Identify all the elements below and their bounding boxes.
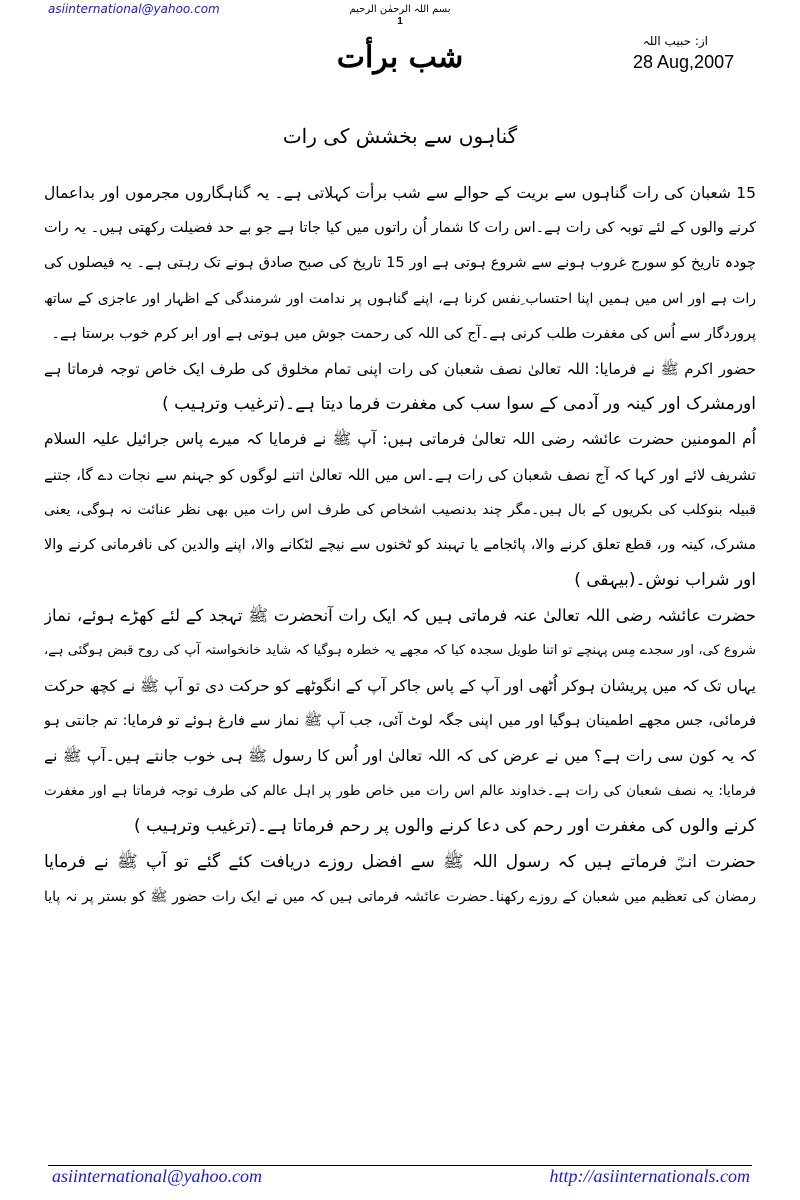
footer-website-link[interactable]: http://asiinternationals.com (549, 1166, 750, 1186)
page-title: شب برأت (336, 40, 464, 75)
body-line: مشرک، کینہ ور، قطع تعلق کرنے والا، پائجامے یا تہبند کو ٹخنوں سے نیچے لٹکانے والا، اپنے والدین کی نافرمانی کرنے والا (44, 536, 756, 553)
body-line: حضرت عائشہ رضی اللہ تعالیٰ عنہ فرماتی ہیں کہ ایک رات آنحضرت ﷺ تہجد کے لئے کھڑے ہوئے، نماز (44, 606, 756, 626)
footer-email-link[interactable]: asiinternational@yahoo.com (52, 1166, 263, 1186)
body-line: اورمشرک اور کینہ ور آدمی کے سوا سب کی مغفرت فرما دیتا ہے۔(ترغیب وترہیب ) (162, 394, 756, 415)
body-line: شروع کی، اور سجدے مِس پہنچے تو اتنا طویل سجدہ کیا کہ مجھے یہ خطرہ ہوگیا کہ شاید خانخواستہ آپ کی روح قبض ہوگئی ہے، (44, 643, 756, 659)
body-line: رات ہے اور اس میں ہمیں اپنا احتساب ِنفس کرنا ہے، اپنے گناہوں پر ندامت اور شرمندگی کے اظہار اور عاجزی کے ساتھ (44, 290, 756, 307)
body-line: حضور اکرم ﷺ نے فرمایا: اللہ تعالیٰ نصف شعبان کی رات اپنی تمام مخلوق کی طرف ایک خاص توجہ فرماتا ہے (44, 359, 756, 378)
body-line: یہاں تک کہ میں پریشان ہوکر اُٹھی اور آپ کے پاس جاکر آپ کے انگوٹھے کو حرکت دی تو آپ ﷺ نے کچھ حرکت (44, 676, 756, 695)
body-line: حضرت انسؓ فرماتے ہیں کہ رسول اللہ ﷺ سے افضل روزے دریافت کئے گئے تو آپ ﷺ نے فرمایا (44, 851, 756, 872)
body-line: اُم المومنین حضرت عائشہ رضی اللہ تعالیٰ فرماتی ہیں: آپ ﷺ نے فرمایا کہ میرے پاس جرائیل علیہ السلام (44, 430, 756, 449)
body-line: فرمائی، جس مجھے اطمینان ہوگیا اور میں اپنی جگہ لوٹ آئی، جب آپ ﷺ نماز سے فارغ ہوئے تو فرمایا: تم جانتی ہو (44, 712, 756, 729)
body-line: 15 شعبان کی رات گناہوں سے بریت کے حوالے سے شب برأت کہلاتی ہے۔ یہ گناہگاروں مجرموں اور بداعمال (44, 184, 756, 202)
body-line: چودہ تاریخ کو سورج غروب ہونے سے شروع ہوتی ہے اور 15 تاریخ کی صبح صادق ہونے تک رہتی ہے۔ یہ فیصلوں کی (44, 255, 756, 272)
body-line: فرمایا: یہ نصف شعبان کی رات ہے۔خداوند عالم اس رات میں خاص طور پر اہل عالم کی طرف توجہ فرماتا ہے اور مغفرت (44, 783, 756, 800)
body-line: پروردگار سے اُس کی مغفرت طلب کرنی ہے۔آج کی اللہ کی رحمت جوش میں ہوتی ہے اور ابر کرم خوب برستا ہے۔ (51, 325, 756, 342)
body-line: تشریف لائے اور کہا کہ آج نصف شعبان کی رات ہے۔اس میں اللہ تعالیٰ اتنے لوگوں کو جہنم سے نجات دے گا، جتنے (44, 465, 756, 484)
article-body (44, 176, 756, 915)
body-line: قبیلہ بنوکلب کی بکریوں کے بال ہیں۔مگر چند بدنصیب اشخاص کی طرف اس رات میں بھی نظر عنائت نہ ہوگی، یعنی (44, 501, 756, 518)
bismillah-heading: بسم اللہ الرحمٰن الرحیم (349, 4, 451, 15)
body-line: رمضان کی تعظیم میں شعبان کے روزے رکھنا۔حضرت عائشہ فرماتی ہیں کہ میں نے ایک رات حضور ﷺ کو بستر پر نہ پایا (44, 888, 756, 905)
header-email-link[interactable]: asiinternational@yahoo.com (48, 2, 220, 16)
author-line: از: حبیب اللہ (642, 34, 708, 48)
page-number: 1 (397, 16, 403, 27)
body-line: کہ یہ کون سی رات ہے؟ میں نے عرض کی کہ اللہ تعالیٰ اور اُس کا رسول ﷺ ہی خوب جانتے ہیں۔آپ ﷺ نے (44, 747, 756, 765)
body-line: کرنے والوں کی مغفرت اور رحم کی دعا کرنے والوں پر رحم فرماتا ہے۔(ترغیب وترہیب ) (134, 816, 756, 837)
body-line: کرنے والوں کے لئے توبہ کی رات ہے۔اس رات کا شمار اُن راتوں میں کیا جاتا ہے جو بے حد فضیلت رکھتی ہیں۔ یہ رات (44, 220, 756, 237)
publish-date: 28 Aug,2007 (633, 52, 735, 72)
article-subtitle: گناہوں سے بخشش کی رات (282, 124, 518, 148)
body-line: اور شراب نوش۔(بیہقی ) (574, 570, 756, 591)
